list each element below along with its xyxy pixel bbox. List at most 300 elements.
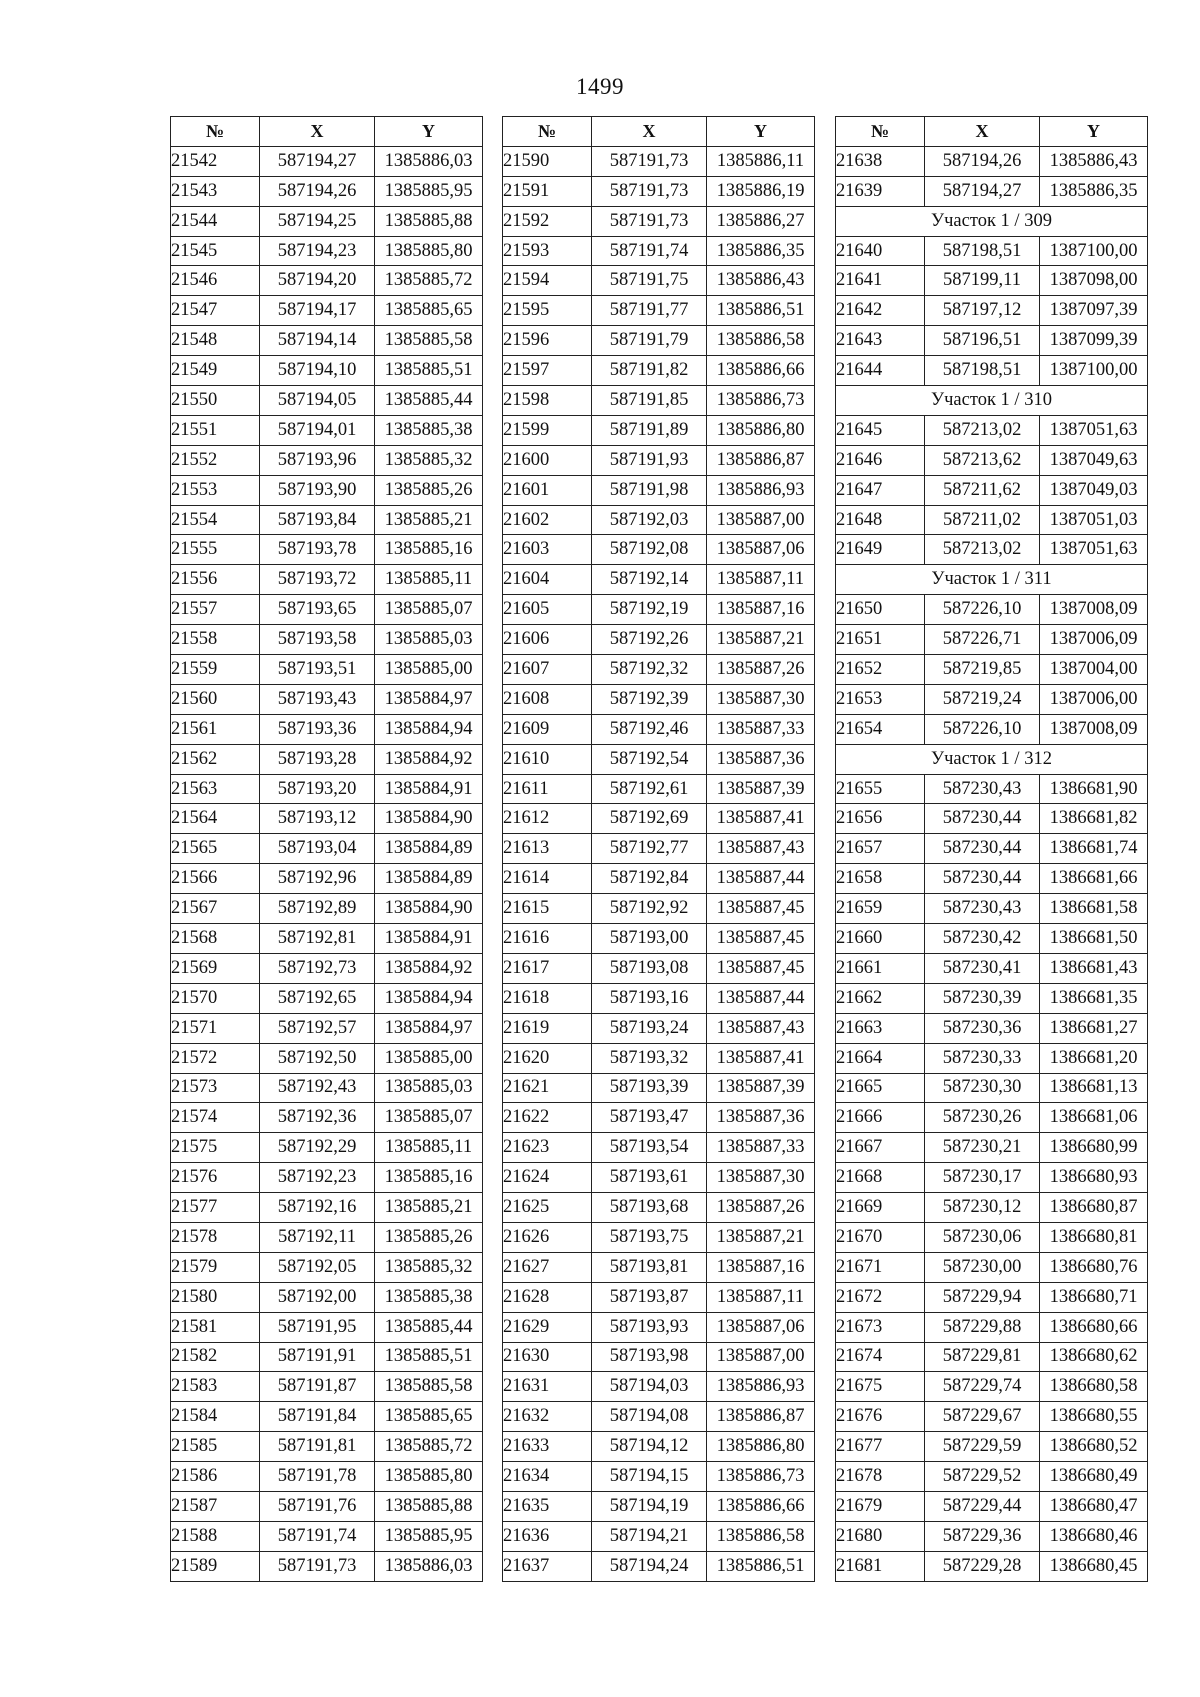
y-coordinate-cell: 1386681,58 [1040, 894, 1148, 924]
x-coordinate-cell: 587194,27 [260, 146, 375, 176]
y-coordinate-cell: 1385885,51 [375, 356, 483, 386]
table-row [503, 1521, 815, 1551]
table-row [171, 834, 483, 864]
point-number-cell: 21610 [503, 744, 592, 774]
header-number: № [503, 117, 592, 147]
x-coordinate-cell: 587230,44 [925, 834, 1040, 864]
point-number-cell: 21665 [836, 1073, 925, 1103]
y-coordinate-cell: 1385887,16 [707, 1252, 815, 1282]
x-coordinate-cell: 587191,93 [592, 445, 707, 475]
point-number-cell: 21642 [836, 296, 925, 326]
point-number-cell: 21662 [836, 983, 925, 1013]
header-x: X [925, 117, 1040, 147]
y-coordinate-cell: 1386681,66 [1040, 864, 1148, 894]
table-row [836, 326, 1148, 356]
y-coordinate-cell: 1385886,73 [707, 386, 815, 416]
table-row [171, 953, 483, 983]
point-number-cell: 21640 [836, 236, 925, 266]
point-number-cell: 21547 [171, 296, 260, 326]
point-number-cell: 21627 [503, 1252, 592, 1282]
coordinates-table-2 [502, 116, 815, 1582]
table-row [836, 176, 1148, 206]
table-row [503, 236, 815, 266]
point-number-cell: 21654 [836, 714, 925, 744]
point-number-cell: 21588 [171, 1521, 260, 1551]
y-coordinate-cell: 1385886,35 [1040, 176, 1148, 206]
point-number-cell: 21595 [503, 296, 592, 326]
section-label: Участок 1 / 311 [836, 565, 1148, 595]
x-coordinate-cell: 587194,14 [260, 326, 375, 356]
x-coordinate-cell: 587193,65 [260, 595, 375, 625]
point-number-cell: 21628 [503, 1282, 592, 1312]
point-number-cell: 21559 [171, 655, 260, 685]
point-number-cell: 21544 [171, 206, 260, 236]
x-coordinate-cell: 587213,62 [925, 445, 1040, 475]
x-coordinate-cell: 587192,19 [592, 595, 707, 625]
table-row [836, 1103, 1148, 1133]
x-coordinate-cell: 587192,39 [592, 684, 707, 714]
x-coordinate-cell: 587229,94 [925, 1282, 1040, 1312]
point-number-cell: 21561 [171, 714, 260, 744]
table-row [836, 595, 1148, 625]
table-row [836, 1402, 1148, 1432]
section-label: Участок 1 / 310 [836, 386, 1148, 416]
x-coordinate-cell: 587193,04 [260, 834, 375, 864]
y-coordinate-cell: 1385884,94 [375, 714, 483, 744]
x-coordinate-cell: 587193,58 [260, 625, 375, 655]
point-number-cell: 21641 [836, 266, 925, 296]
x-coordinate-cell: 587230,17 [925, 1163, 1040, 1193]
y-coordinate-cell: 1385885,21 [375, 1193, 483, 1223]
point-number-cell: 21638 [836, 146, 925, 176]
point-number-cell: 21568 [171, 924, 260, 954]
x-coordinate-cell: 587192,16 [260, 1193, 375, 1223]
table-row [171, 176, 483, 206]
y-coordinate-cell: 1385887,26 [707, 655, 815, 685]
table-row [503, 1043, 815, 1073]
point-number-cell: 21645 [836, 415, 925, 445]
table-row [503, 983, 815, 1013]
table-row [171, 1551, 483, 1581]
x-coordinate-cell: 587192,92 [592, 894, 707, 924]
point-number-cell: 21679 [836, 1491, 925, 1521]
x-coordinate-cell: 587230,06 [925, 1222, 1040, 1252]
y-coordinate-cell: 1385886,27 [707, 206, 815, 236]
table-row [503, 386, 815, 416]
x-coordinate-cell: 587229,67 [925, 1402, 1040, 1432]
x-coordinate-cell: 587196,51 [925, 326, 1040, 356]
table-row [836, 1043, 1148, 1073]
table-row [836, 1312, 1148, 1342]
x-coordinate-cell: 587193,61 [592, 1163, 707, 1193]
y-coordinate-cell: 1385887,41 [707, 804, 815, 834]
point-number-cell: 21670 [836, 1222, 925, 1252]
point-number-cell: 21570 [171, 983, 260, 1013]
y-coordinate-cell: 1385885,72 [375, 266, 483, 296]
point-number-cell: 21579 [171, 1252, 260, 1282]
y-coordinate-cell: 1386680,45 [1040, 1551, 1148, 1581]
x-coordinate-cell: 587192,50 [260, 1043, 375, 1073]
y-coordinate-cell: 1385887,44 [707, 864, 815, 894]
y-coordinate-cell: 1385884,89 [375, 864, 483, 894]
y-coordinate-cell: 1385886,58 [707, 1521, 815, 1551]
x-coordinate-cell: 587191,87 [260, 1372, 375, 1402]
x-coordinate-cell: 587191,89 [592, 415, 707, 445]
point-number-cell: 21672 [836, 1282, 925, 1312]
point-number-cell: 21605 [503, 595, 592, 625]
x-coordinate-cell: 587229,52 [925, 1462, 1040, 1492]
table-row [836, 1222, 1148, 1252]
y-coordinate-cell: 1385885,44 [375, 1312, 483, 1342]
x-coordinate-cell: 587193,68 [592, 1193, 707, 1223]
y-coordinate-cell: 1385885,07 [375, 595, 483, 625]
y-coordinate-cell: 1386681,74 [1040, 834, 1148, 864]
y-coordinate-cell: 1387006,09 [1040, 625, 1148, 655]
x-coordinate-cell: 587230,36 [925, 1013, 1040, 1043]
x-coordinate-cell: 587192,32 [592, 655, 707, 685]
point-number-cell: 21668 [836, 1163, 925, 1193]
table-row [171, 1342, 483, 1372]
point-number-cell: 21630 [503, 1342, 592, 1372]
point-number-cell: 21658 [836, 864, 925, 894]
table-row [836, 924, 1148, 954]
point-number-cell: 21575 [171, 1133, 260, 1163]
table-row [836, 684, 1148, 714]
point-number-cell: 21590 [503, 146, 592, 176]
y-coordinate-cell: 1385886,73 [707, 1462, 815, 1492]
table-row [171, 1462, 483, 1492]
table-row [503, 266, 815, 296]
y-coordinate-cell: 1386681,13 [1040, 1073, 1148, 1103]
table-row [171, 655, 483, 685]
y-coordinate-cell: 1385886,66 [707, 356, 815, 386]
y-coordinate-cell: 1385887,21 [707, 1222, 815, 1252]
point-number-cell: 21578 [171, 1222, 260, 1252]
x-coordinate-cell: 587198,51 [925, 236, 1040, 266]
table-row [171, 1521, 483, 1551]
x-coordinate-cell: 587191,73 [592, 206, 707, 236]
y-coordinate-cell: 1385884,92 [375, 744, 483, 774]
table-row [503, 206, 815, 236]
x-coordinate-cell: 587229,59 [925, 1432, 1040, 1462]
table-row [171, 1312, 483, 1342]
y-coordinate-cell: 1385885,88 [375, 1491, 483, 1521]
point-number-cell: 21564 [171, 804, 260, 834]
y-coordinate-cell: 1385887,00 [707, 1342, 815, 1372]
table-row [836, 1133, 1148, 1163]
table-row [503, 1491, 815, 1521]
point-number-cell: 21565 [171, 834, 260, 864]
table-row [836, 1432, 1148, 1462]
point-number-cell: 21643 [836, 326, 925, 356]
x-coordinate-cell: 587193,24 [592, 1013, 707, 1043]
header-row [171, 117, 483, 147]
y-coordinate-cell: 1385885,16 [375, 535, 483, 565]
x-coordinate-cell: 587230,39 [925, 983, 1040, 1013]
table-row [171, 684, 483, 714]
table-row [836, 445, 1148, 475]
table-row [503, 864, 815, 894]
y-coordinate-cell: 1386681,90 [1040, 774, 1148, 804]
x-coordinate-cell: 587193,08 [592, 953, 707, 983]
y-coordinate-cell: 1385887,45 [707, 924, 815, 954]
y-coordinate-cell: 1385887,39 [707, 1073, 815, 1103]
table-row [836, 953, 1148, 983]
table-row [503, 894, 815, 924]
x-coordinate-cell: 587194,27 [925, 176, 1040, 206]
y-coordinate-cell: 1385886,80 [707, 415, 815, 445]
x-coordinate-cell: 587211,02 [925, 505, 1040, 535]
point-number-cell: 21586 [171, 1462, 260, 1492]
point-number-cell: 21569 [171, 953, 260, 983]
table-row [836, 1252, 1148, 1282]
x-coordinate-cell: 587230,26 [925, 1103, 1040, 1133]
y-coordinate-cell: 1385887,45 [707, 953, 815, 983]
x-coordinate-cell: 587230,33 [925, 1043, 1040, 1073]
table-row [503, 565, 815, 595]
y-coordinate-cell: 1385885,26 [375, 1222, 483, 1252]
header-number: № [836, 117, 925, 147]
x-coordinate-cell: 587229,81 [925, 1342, 1040, 1372]
table-row [503, 1282, 815, 1312]
x-coordinate-cell: 587192,61 [592, 774, 707, 804]
table-row [171, 505, 483, 535]
x-coordinate-cell: 587191,73 [592, 146, 707, 176]
point-number-cell: 21621 [503, 1073, 592, 1103]
point-number-cell: 21581 [171, 1312, 260, 1342]
x-coordinate-cell: 587194,12 [592, 1432, 707, 1462]
point-number-cell: 21644 [836, 356, 925, 386]
y-coordinate-cell: 1385887,43 [707, 834, 815, 864]
x-coordinate-cell: 587193,98 [592, 1342, 707, 1372]
point-number-cell: 21601 [503, 475, 592, 505]
x-coordinate-cell: 587194,10 [260, 356, 375, 386]
y-coordinate-cell: 1385887,26 [707, 1193, 815, 1223]
table-row [836, 296, 1148, 326]
table-row [171, 1282, 483, 1312]
point-number-cell: 21678 [836, 1462, 925, 1492]
table-row [503, 1073, 815, 1103]
point-number-cell: 21557 [171, 595, 260, 625]
x-coordinate-cell: 587194,05 [260, 386, 375, 416]
y-coordinate-cell: 1385887,36 [707, 1103, 815, 1133]
y-coordinate-cell: 1385887,43 [707, 1013, 815, 1043]
y-coordinate-cell: 1385884,91 [375, 774, 483, 804]
x-coordinate-cell: 587226,71 [925, 625, 1040, 655]
y-coordinate-cell: 1387098,00 [1040, 266, 1148, 296]
y-coordinate-cell: 1385886,51 [707, 1551, 815, 1581]
x-coordinate-cell: 587193,78 [260, 535, 375, 565]
y-coordinate-cell: 1385887,16 [707, 595, 815, 625]
y-coordinate-cell: 1386680,66 [1040, 1312, 1148, 1342]
y-coordinate-cell: 1385886,66 [707, 1491, 815, 1521]
table-row [503, 505, 815, 535]
y-coordinate-cell: 1386680,87 [1040, 1193, 1148, 1223]
point-number-cell: 21589 [171, 1551, 260, 1581]
table-row [171, 894, 483, 924]
point-number-cell: 21608 [503, 684, 592, 714]
coordinates-table-3 [835, 116, 1148, 1582]
point-number-cell: 21600 [503, 445, 592, 475]
y-coordinate-cell: 1386681,06 [1040, 1103, 1148, 1133]
y-coordinate-cell: 1385884,97 [375, 1013, 483, 1043]
y-coordinate-cell: 1385887,21 [707, 625, 815, 655]
table-row [503, 176, 815, 206]
table-row [836, 1282, 1148, 1312]
table-row [171, 1043, 483, 1073]
x-coordinate-cell: 587194,21 [592, 1521, 707, 1551]
table-row [503, 714, 815, 744]
x-coordinate-cell: 587194,15 [592, 1462, 707, 1492]
x-coordinate-cell: 587191,75 [592, 266, 707, 296]
y-coordinate-cell: 1385884,90 [375, 804, 483, 834]
table-row [503, 146, 815, 176]
point-number-cell: 21660 [836, 924, 925, 954]
x-coordinate-cell: 587192,57 [260, 1013, 375, 1043]
x-coordinate-cell: 587193,84 [260, 505, 375, 535]
y-coordinate-cell: 1385885,11 [375, 565, 483, 595]
x-coordinate-cell: 587194,20 [260, 266, 375, 296]
point-number-cell: 21618 [503, 983, 592, 1013]
point-number-cell: 21631 [503, 1372, 592, 1402]
x-coordinate-cell: 587230,30 [925, 1073, 1040, 1103]
y-coordinate-cell: 1385886,03 [375, 146, 483, 176]
y-coordinate-cell: 1386680,76 [1040, 1252, 1148, 1282]
x-coordinate-cell: 587191,91 [260, 1342, 375, 1372]
x-coordinate-cell: 587230,41 [925, 953, 1040, 983]
y-coordinate-cell: 1385885,38 [375, 1282, 483, 1312]
y-coordinate-cell: 1385886,43 [1040, 146, 1148, 176]
table-row [503, 1312, 815, 1342]
x-coordinate-cell: 587192,11 [260, 1222, 375, 1252]
x-coordinate-cell: 587230,44 [925, 804, 1040, 834]
y-coordinate-cell: 1385885,58 [375, 1372, 483, 1402]
x-coordinate-cell: 587192,73 [260, 953, 375, 983]
x-coordinate-cell: 587193,87 [592, 1282, 707, 1312]
point-number-cell: 21576 [171, 1163, 260, 1193]
y-coordinate-cell: 1385886,87 [707, 445, 815, 475]
y-coordinate-cell: 1385887,30 [707, 684, 815, 714]
table-row [171, 565, 483, 595]
table-row [503, 1252, 815, 1282]
table-row [171, 595, 483, 625]
point-number-cell: 21546 [171, 266, 260, 296]
table-row [503, 535, 815, 565]
point-number-cell: 21612 [503, 804, 592, 834]
point-number-cell: 21661 [836, 953, 925, 983]
point-number-cell: 21647 [836, 475, 925, 505]
page-number: 1499 [576, 74, 624, 99]
y-coordinate-cell: 1386680,99 [1040, 1133, 1148, 1163]
y-coordinate-cell: 1387100,00 [1040, 236, 1148, 266]
table-row [171, 1491, 483, 1521]
point-number-cell: 21611 [503, 774, 592, 804]
point-number-cell: 21613 [503, 834, 592, 864]
x-coordinate-cell: 587191,74 [260, 1521, 375, 1551]
y-coordinate-cell: 1385885,65 [375, 296, 483, 326]
x-coordinate-cell: 587193,54 [592, 1133, 707, 1163]
y-coordinate-cell: 1385887,45 [707, 894, 815, 924]
y-coordinate-cell: 1385885,80 [375, 1462, 483, 1492]
y-coordinate-cell: 1385887,44 [707, 983, 815, 1013]
point-number-cell: 21573 [171, 1073, 260, 1103]
x-coordinate-cell: 587194,24 [592, 1551, 707, 1581]
x-coordinate-cell: 587192,46 [592, 714, 707, 744]
y-coordinate-cell: 1385884,90 [375, 894, 483, 924]
section-row [836, 744, 1148, 774]
y-coordinate-cell: 1386681,20 [1040, 1043, 1148, 1073]
point-number-cell: 21550 [171, 386, 260, 416]
x-coordinate-cell: 587193,72 [260, 565, 375, 595]
y-coordinate-cell: 1385884,97 [375, 684, 483, 714]
x-coordinate-cell: 587192,89 [260, 894, 375, 924]
x-coordinate-cell: 587192,54 [592, 744, 707, 774]
y-coordinate-cell: 1385886,51 [707, 296, 815, 326]
section-label: Участок 1 / 309 [836, 206, 1148, 236]
x-coordinate-cell: 587193,12 [260, 804, 375, 834]
table-row [171, 625, 483, 655]
table-row [171, 236, 483, 266]
x-coordinate-cell: 587194,19 [592, 1491, 707, 1521]
table-row [503, 356, 815, 386]
x-coordinate-cell: 587197,12 [925, 296, 1040, 326]
table-row [836, 625, 1148, 655]
x-coordinate-cell: 587193,43 [260, 684, 375, 714]
table-row [836, 356, 1148, 386]
section-row [836, 565, 1148, 595]
y-coordinate-cell: 1387051,63 [1040, 535, 1148, 565]
point-number-cell: 21634 [503, 1462, 592, 1492]
x-coordinate-cell: 587229,28 [925, 1551, 1040, 1581]
table-row [503, 774, 815, 804]
x-coordinate-cell: 587192,69 [592, 804, 707, 834]
x-coordinate-cell: 587191,98 [592, 475, 707, 505]
y-coordinate-cell: 1385885,95 [375, 1521, 483, 1551]
table-row [836, 655, 1148, 685]
point-number-cell: 21657 [836, 834, 925, 864]
point-number-cell: 21577 [171, 1193, 260, 1223]
x-coordinate-cell: 587219,85 [925, 655, 1040, 685]
y-coordinate-cell: 1385887,06 [707, 535, 815, 565]
x-coordinate-cell: 587192,36 [260, 1103, 375, 1133]
y-coordinate-cell: 1385885,32 [375, 445, 483, 475]
y-coordinate-cell: 1386681,50 [1040, 924, 1148, 954]
point-number-cell: 21574 [171, 1103, 260, 1133]
y-coordinate-cell: 1385885,80 [375, 236, 483, 266]
point-number-cell: 21571 [171, 1013, 260, 1043]
table-row [836, 864, 1148, 894]
x-coordinate-cell: 587193,20 [260, 774, 375, 804]
table-row [836, 1342, 1148, 1372]
table-row [836, 1551, 1148, 1581]
section-label: Участок 1 / 312 [836, 744, 1148, 774]
header-y: Y [375, 117, 483, 147]
point-number-cell: 21580 [171, 1282, 260, 1312]
x-coordinate-cell: 587192,23 [260, 1163, 375, 1193]
point-number-cell: 21554 [171, 505, 260, 535]
point-number-cell: 21542 [171, 146, 260, 176]
point-number-cell: 21598 [503, 386, 592, 416]
y-coordinate-cell: 1385884,92 [375, 953, 483, 983]
table-row [171, 1013, 483, 1043]
point-number-cell: 21675 [836, 1372, 925, 1402]
point-number-cell: 21614 [503, 864, 592, 894]
point-number-cell: 21681 [836, 1551, 925, 1581]
coordinates-table-1 [170, 116, 483, 1582]
point-number-cell: 21551 [171, 415, 260, 445]
table-row [171, 744, 483, 774]
point-number-cell: 21591 [503, 176, 592, 206]
